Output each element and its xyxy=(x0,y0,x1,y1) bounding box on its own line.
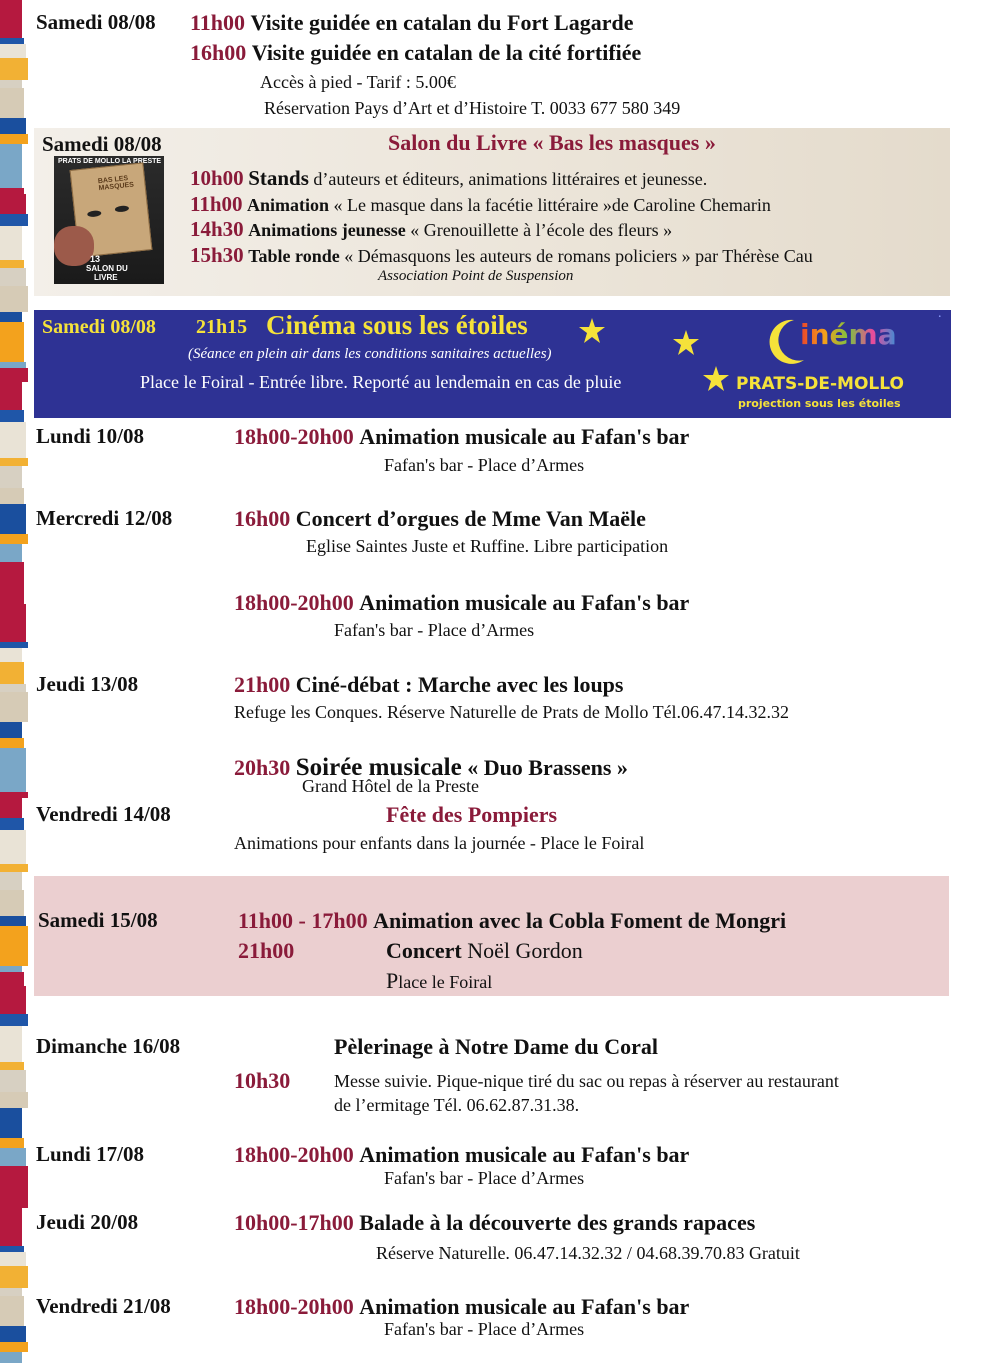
event-day: Dimanche 16/08 xyxy=(36,1034,181,1058)
strip-band xyxy=(0,260,24,268)
strip-band xyxy=(0,916,26,926)
strip-band xyxy=(0,604,26,642)
strip-band xyxy=(0,1166,28,1208)
event-line: 18h00-20h00 Animation musicale au Fafan's bar xyxy=(234,1294,690,1319)
strip-band xyxy=(0,864,28,872)
salon-title: Salon du Livre « Bas les masques » xyxy=(388,130,716,155)
cinema-time: 21h15 xyxy=(196,316,248,338)
salon-credit: Association Point de Suspension xyxy=(378,268,574,284)
cinema-place: Place le Foiral - Entrée libre. Reporté au lendemain en cas de pluie xyxy=(140,372,622,392)
strip-band xyxy=(0,890,24,916)
strip-band xyxy=(0,648,22,662)
salon-row: 10h00 Stands d’auteurs et éditeurs, animations littéraires et jeunesse. xyxy=(190,166,708,190)
event-line: 11h00 Visite guidée en catalan du Fort Lagarde xyxy=(190,10,634,35)
strip-band xyxy=(0,1296,24,1326)
strip-band xyxy=(0,1252,26,1266)
event-place: Fafan's bar - Place d’Armes xyxy=(384,1319,585,1339)
decorative-strip xyxy=(0,0,30,1363)
event-place: Fafan's bar - Place d’Armes xyxy=(384,1168,585,1188)
strip-band xyxy=(0,88,24,118)
strip-band xyxy=(0,226,22,260)
salon-row: 14h30 Animations jeunesse « Grenouillette à l’école des fleurs » xyxy=(190,217,673,241)
strip-band xyxy=(0,1326,26,1342)
strip-band xyxy=(0,1208,22,1246)
event-day: Mercredi 12/08 xyxy=(36,506,173,530)
event-info: Accès à pied - Tarif : 5.00€ xyxy=(260,72,456,92)
strip-band xyxy=(0,534,28,544)
strip-band xyxy=(0,986,26,1014)
strip-band xyxy=(0,80,22,88)
strip-band xyxy=(0,382,22,410)
strip-band xyxy=(0,1062,24,1070)
strip-band xyxy=(0,214,28,226)
cinema-logo-sub: projection sous les étoiles xyxy=(738,397,901,410)
event-day: Lundi 10/08 xyxy=(36,424,144,448)
cinema-note: (Séance en plein air dans les conditions sanitaires actuelles) xyxy=(188,346,552,362)
event-day: Samedi 15/08 xyxy=(38,908,158,932)
strip-band xyxy=(0,268,26,286)
strip-band xyxy=(0,58,28,80)
event-line: 21h00 Ciné-débat : Marche avec les loups xyxy=(234,672,624,697)
salon-poster-image: PRATS DE MOLLO LA PRESTE BAS LES MASQUES 13 SALON DU LIVRE xyxy=(54,156,164,284)
event-place: Eglise Saintes Juste et Ruffine. Libre participation xyxy=(306,536,669,556)
strip-band xyxy=(0,1288,22,1296)
strip-band xyxy=(0,798,22,818)
event-day: Samedi 08/08 xyxy=(36,10,156,34)
strip-band xyxy=(0,322,24,362)
event-place: Grand Hôtel de la Preste xyxy=(302,776,479,796)
strip-band xyxy=(0,144,22,188)
strip-band xyxy=(0,830,26,864)
strip-band xyxy=(0,1092,28,1108)
strip-band xyxy=(0,1266,28,1288)
star-icon xyxy=(578,318,606,344)
strip-band xyxy=(0,818,24,830)
event-place: Réserve Naturelle. 06.47.14.32.32 / 04.68.39.70.83 Gratuit xyxy=(376,1243,800,1263)
strip-band xyxy=(0,118,26,134)
strip-band xyxy=(0,134,28,144)
event-title: Fête des Pompiers xyxy=(386,802,558,827)
strip-band xyxy=(0,1026,22,1062)
salon-row: 15h30 Table ronde « Démasquons les auteurs de romans policiers » par Thérèse Cau xyxy=(190,243,813,267)
event-day: Lundi 17/08 xyxy=(36,1142,144,1166)
event-line: 20h30 Soirée musicale « Duo Brassens » xyxy=(234,754,628,781)
strip-band xyxy=(0,1342,28,1352)
event-day: Samedi 08/08 xyxy=(42,132,162,156)
strip-band xyxy=(0,368,28,382)
strip-band xyxy=(0,738,24,748)
event-place: Messe suivie. Pique-nique tiré du sac ou repas à réserver au restaurant xyxy=(334,1071,839,1091)
event-place: Refuge les Conques. Réserve Naturelle de Prats de Mollo Tél.06.47.14.32.32 xyxy=(234,702,790,722)
strip-band xyxy=(0,194,26,214)
event-line: 10h00-17h00 Balade à la découverte des grands rapaces xyxy=(234,1210,756,1235)
strip-band xyxy=(0,1014,28,1026)
star-icon xyxy=(702,366,730,392)
cinema-dot: . xyxy=(938,306,942,321)
event-line: 18h00-20h00 Animation musicale au Fafan's bar xyxy=(234,424,690,449)
cinema-logo-word: inéma xyxy=(800,318,897,351)
event-line: 18h00-20h00 Animation musicale au Fafan's bar xyxy=(234,590,690,615)
strip-band xyxy=(0,662,24,684)
strip-band xyxy=(0,422,26,458)
event-place: Place le Foiral xyxy=(386,968,493,993)
strip-band xyxy=(0,684,26,692)
strip-band xyxy=(0,692,28,722)
event-title: Pèlerinage à Notre Dame du Coral xyxy=(334,1034,659,1059)
strip-band xyxy=(0,748,26,792)
strip-band xyxy=(0,410,24,422)
strip-band xyxy=(0,504,26,534)
event-day: Jeudi 13/08 xyxy=(36,672,139,696)
event-day: Jeudi 20/08 xyxy=(36,1210,139,1234)
event-day: Samedi 08/08 xyxy=(42,316,156,338)
strip-band xyxy=(0,466,22,488)
strip-band xyxy=(0,1108,22,1138)
strip-band xyxy=(0,286,28,312)
event-place: de l’ermitage Tél. 06.62.87.31.38. xyxy=(334,1095,580,1115)
event-line: 16h00 Concert d’orgues de Mme Van Maële xyxy=(234,506,646,531)
strip-band xyxy=(0,926,28,966)
event-line: 11h00 - 17h00 Animation avec la Cobla Foment de Mongri xyxy=(238,908,787,933)
event-line: Concert Noël Gordon xyxy=(386,938,583,963)
strip-band xyxy=(0,1352,22,1363)
event-time: 10h30 xyxy=(234,1068,291,1093)
strip-band xyxy=(0,722,22,738)
strip-band xyxy=(0,1138,24,1148)
cinema-logo-town: PRATS-DE-MOLLO xyxy=(736,374,904,394)
strip-band xyxy=(0,544,22,562)
cinema-title: Cinéma sous les étoiles xyxy=(266,310,528,340)
strip-band xyxy=(0,0,22,38)
strip-band xyxy=(0,972,24,986)
book-icon: BAS LES MASQUES xyxy=(70,162,153,257)
strip-band xyxy=(0,562,24,604)
event-time: 21h00 xyxy=(238,938,295,963)
strip-band xyxy=(0,1070,26,1092)
event-place: Animations pour enfants dans la journée - Place le Foiral xyxy=(234,833,645,853)
star-icon xyxy=(672,330,700,356)
event-day: Vendredi 21/08 xyxy=(36,1294,171,1318)
strip-band xyxy=(0,44,26,58)
event-place: Fafan's bar - Place d’Armes xyxy=(384,455,585,475)
salon-row: 11h00 Animation « Le masque dans la facétie littéraire »de Caroline Chemarin xyxy=(190,192,771,216)
strip-band xyxy=(0,488,24,504)
event-line: 16h00 Visite guidée en catalan de la cité fortifiée xyxy=(190,40,642,65)
event-day: Vendredi 14/08 xyxy=(36,802,171,826)
event-place: Fafan's bar - Place d’Armes xyxy=(334,620,535,640)
strip-band xyxy=(0,312,22,322)
event-info: Réservation Pays d’Art et d’Histoire T. 0033 677 580 349 xyxy=(264,98,681,118)
strip-band xyxy=(0,1148,26,1166)
strip-band xyxy=(0,458,28,466)
event-line: 18h00-20h00 Animation musicale au Fafan's bar xyxy=(234,1142,690,1167)
strip-band xyxy=(0,872,22,890)
